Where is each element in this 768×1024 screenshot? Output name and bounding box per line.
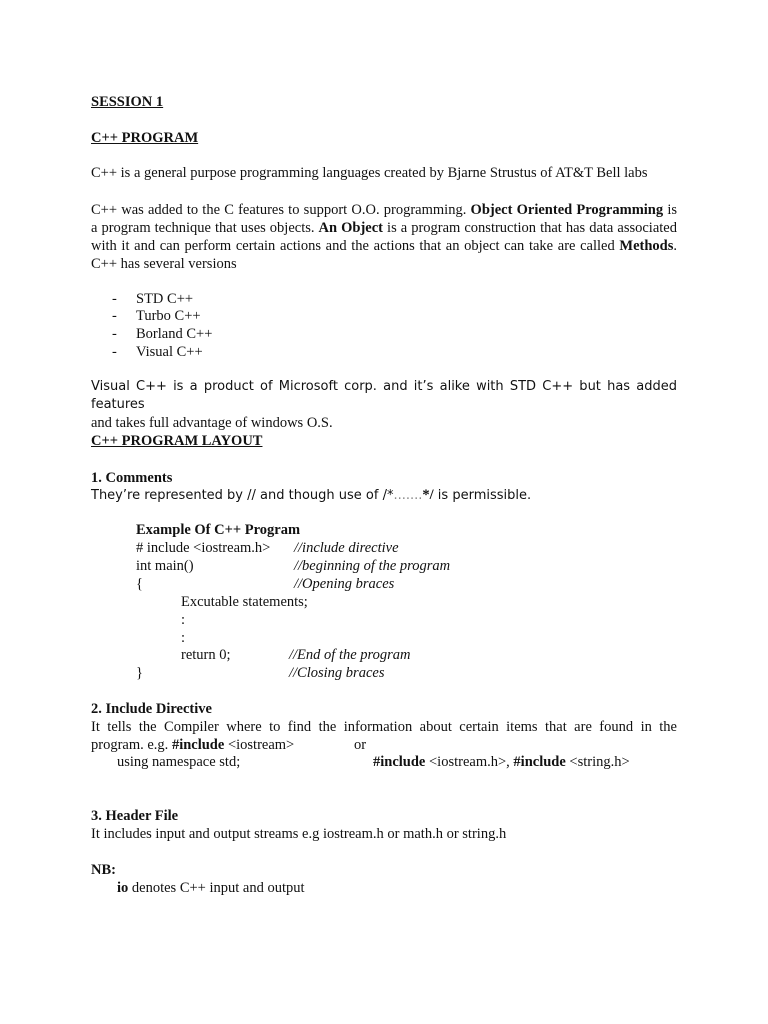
include-alternatives — [373, 753, 630, 771]
header-file-text: It includes input and output streams e.g iostream.h or math.h or string.h — [91, 826, 507, 842]
comments-text-3: is permissible. — [433, 488, 532, 503]
oop-text-3: is a program construction that has data associated with it and can perform certain actions and the actions that an object can take are called — [91, 220, 677, 254]
list-dash: - — [112, 344, 117, 360]
comments-close: */ — [422, 487, 434, 503]
code-comment: //include directive — [294, 540, 399, 556]
version-label: Borland C++ — [136, 326, 213, 342]
include-keyword: #include — [513, 754, 566, 770]
include-or: or — [354, 737, 367, 753]
comments-title: 1. Comments — [91, 470, 173, 486]
example-title: Example Of C++ Program — [136, 522, 301, 538]
nb-text — [117, 879, 305, 897]
include-line-1: It tells the Compiler where to find the information about certain items that are found in the — [91, 719, 677, 735]
code-line: { — [136, 576, 143, 592]
list-dash: - — [112, 291, 117, 307]
version-label: Turbo C++ — [136, 308, 201, 324]
include-text: <iostream.h>, — [425, 754, 514, 770]
include-keyword: #include — [171, 737, 225, 753]
include-text: program. e.g. — [91, 737, 172, 753]
include-keyword: #include — [373, 754, 426, 770]
code-comment: //Closing braces — [289, 665, 385, 681]
version-label: Visual C++ — [136, 344, 203, 360]
visual-line-2: and takes full advantage of windows O.S. — [91, 415, 333, 431]
namespace-line: using namespace std; — [117, 754, 241, 770]
comments-text-1: They’re represented by // and though use of /* — [91, 488, 394, 503]
oop-term: Object Oriented Programming — [470, 202, 664, 218]
oop-text-2: is a program technique that uses objects. — [91, 202, 678, 236]
code-comment: //beginning of the program — [294, 558, 451, 574]
code-line: Excutable statements; — [181, 594, 308, 610]
object-term: An Object — [318, 220, 383, 236]
list-dash: - — [112, 326, 117, 342]
code-line: } — [136, 665, 143, 681]
visual-cpp-paragraph — [91, 378, 677, 432]
code-line: # include <iostream.h> — [136, 540, 271, 556]
oop-text-4: . C++ has several versions — [91, 238, 677, 272]
include-directive-title: 2. Include Directive — [91, 701, 212, 717]
methods-term: Methods — [619, 238, 674, 254]
version-label: STD C++ — [136, 291, 194, 307]
session-title: SESSION 1 — [91, 94, 164, 110]
oop-paragraph — [91, 201, 677, 273]
code-line: return 0; — [181, 647, 231, 663]
nb-term: io — [117, 880, 129, 896]
header-file-title: 3. Header File — [91, 808, 179, 824]
nb-desc: denotes C++ input and output — [128, 880, 305, 896]
code-line: int main() — [136, 558, 194, 574]
oop-text-1: C++ was added to the C features to support O.O. programming. — [91, 202, 471, 218]
code-comment: //End of the program — [289, 647, 411, 663]
comments-dots: ....... — [393, 488, 423, 503]
nb-title: NB: — [91, 862, 116, 878]
visual-line-1: Visual C++ is a product of Microsoft corp. and it’s alike with STD C++ but has added features — [91, 379, 677, 412]
comments-text — [91, 486, 531, 505]
include-line-2 — [91, 736, 294, 754]
include-text: <string.h> — [565, 754, 630, 770]
program-heading: C++ PROGRAM — [91, 130, 199, 146]
code-line: : — [181, 612, 186, 628]
list-dash: - — [112, 308, 117, 324]
include-text: <iostream> — [224, 737, 295, 753]
intro-paragraph: C++ is a general purpose programming languages created by Bjarne Strustus of AT&T Bell labs — [91, 165, 648, 181]
code-comment: //Opening braces — [294, 576, 395, 592]
code-line: : — [181, 630, 186, 646]
layout-heading: C++ PROGRAM LAYOUT — [91, 433, 263, 449]
